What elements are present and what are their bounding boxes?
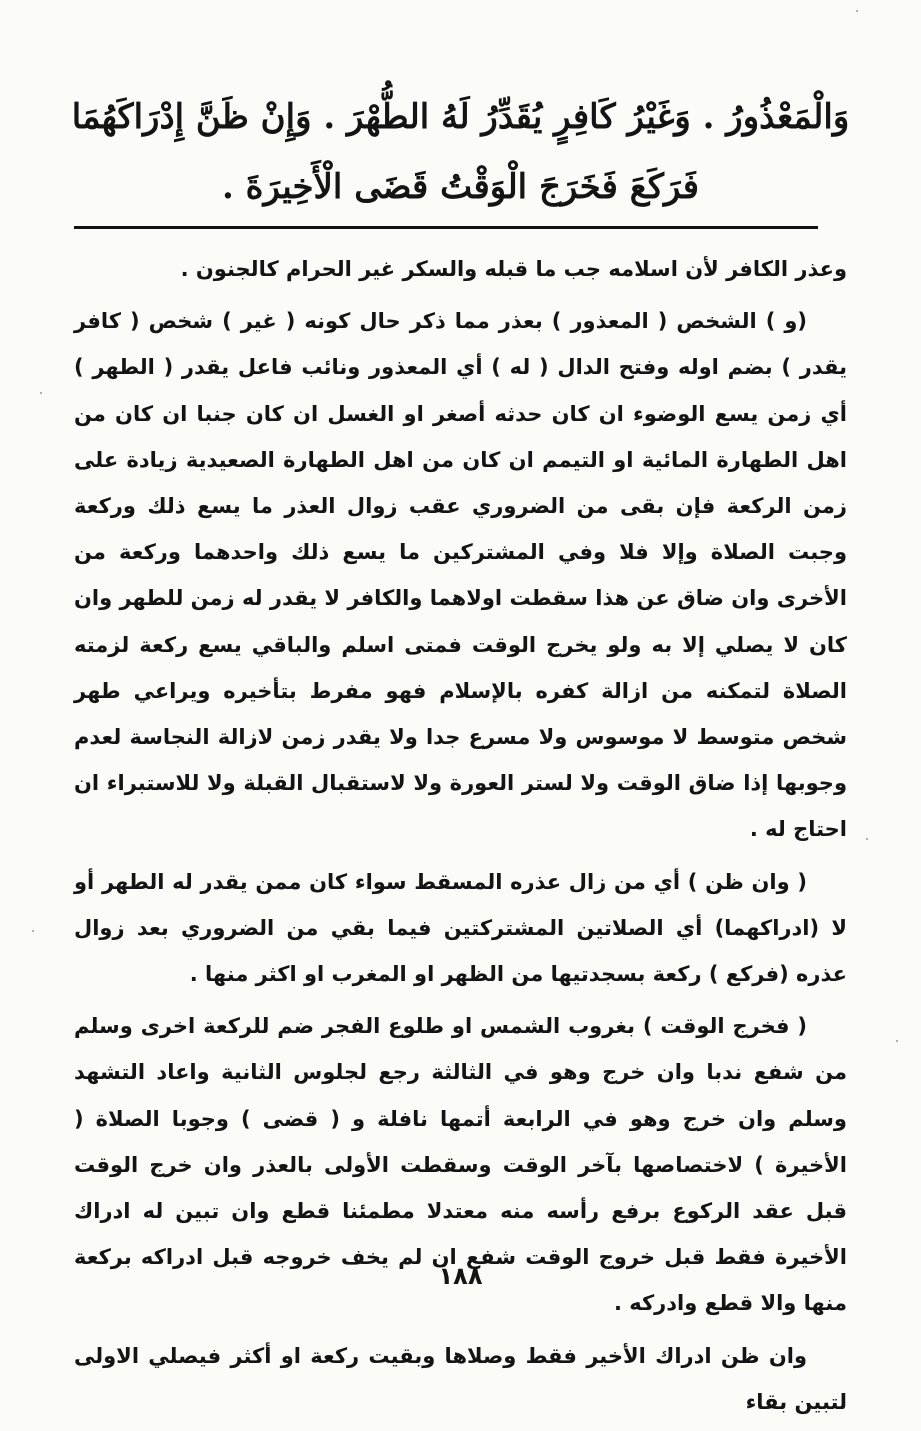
scan-speck bbox=[896, 1040, 898, 1042]
paragraph-5: وان ظن ادراك الأخير فقط وصلاها وبقيت ركعة او أكثر فيصلي الاولى لتبين بقاء bbox=[74, 1343, 847, 1414]
paragraph-4: ( فخرج الوقت ) بغروب الشمس او طلوع الفجر ضم للركعة اخرى وسلم من شفع ندبا وان خرج وهو في الثالثة رجع لجلوس الثانية واعاد التشهد وسلم وان خرج وهو في الرابعة أتمها نافلة و ( قضى ) وجوبا الصلاة ( الأخيرة ) لاختصاصها بآخر الوقت وسقطت الأولى بالعذر وان خرج الوقت قبل عقد الركوع برفع رأسه منه معتدلا مطمئنا قطع وان تبين له ادراك الأخيرة فقط قبل خروج الوقت شفع ان لم يخف خروجه قبل ادراكه بركعة منها والا قطع وادركه . bbox=[74, 1014, 847, 1316]
scan-speck bbox=[866, 838, 868, 840]
paragraph-2: (و ) الشخص ( المعذور ) بعذر مما ذكر حال كونه ( غير ) شخص ( كافر يقدر ) بضم اوله وفتح الدال ( له ) أي المعذور ونائب فاعل يقدر ( الطهر ) أي زمن يسع الوضوء ان كان حدثه أصغر او الغسل ان كان جنبا ان كان من اهل الطهارة المائية او التيمم ان كان من اهل الطهارة الصعيدية زيادة على زمن الركعة فإن بقى من الضروري عقب زوال العذر ما يسع ذلك وركعة وجبت الصلاة وإلا فلا وفي المشتركين ما يسع ذلك واحدهما وركعة من الأخرى وان ضاق عن هذا سقطت اولاهما والكافر لا يقدر له زمن للطهر وان كان لا يصلي إلا به ولو يخرج الوقت فمتى اسلم والباقي يسع ركعة لزمته الصلاة لتمكنه من ازالة كفره بالإسلام فهو مفرط بتأخيره ويراعي طهر شخص متوسط لا موسوس ولا مسرع جدا ولا يقدر زمن لازالة النجاسة لعدم وجوبها إذا ضاق الوقت ولا لستر العورة ولا لاستقبال القبلة ولا للاستبراء ان احتاج له . bbox=[74, 309, 847, 842]
matn-heading bbox=[60, 82, 861, 222]
commentary-text bbox=[74, 246, 847, 1431]
page-number: ١٨٨ bbox=[438, 1262, 483, 1290]
scan-speck bbox=[40, 392, 42, 394]
matn-line-1: وَالْمَعْذُورُ . وَغَيْرُ كَافِرٍ يُقَدِّرُ لَهُ الطُّهْرَ . وَإِنْ ظَنَّ إِدْرَاكَهُمَا bbox=[71, 97, 850, 137]
scan-speck bbox=[856, 10, 858, 12]
matn-line-2: فَرَكَعَ فَخَرَجَ الْوَقْتُ قَضَى الْأَخِيرَةَ . bbox=[222, 167, 699, 207]
paragraph-1: وعذر الكافر لأن اسلامه جب ما قبله والسكر غير الحرام كالجنون . bbox=[180, 257, 847, 281]
paragraph-3: ( وان ظن ) أي من زال عذره المسقط سواء كان ممن يقدر له الطهر أو لا (ادراكهما) أي الصلاتين المشتركتين فيما بقي من الضروري بعد زوال عذره (فركع ) ركعة بسجدتيها من الظهر او المغرب او اكثر منها . bbox=[74, 869, 847, 987]
separator-rule bbox=[74, 226, 818, 229]
scan-speck bbox=[32, 930, 34, 932]
